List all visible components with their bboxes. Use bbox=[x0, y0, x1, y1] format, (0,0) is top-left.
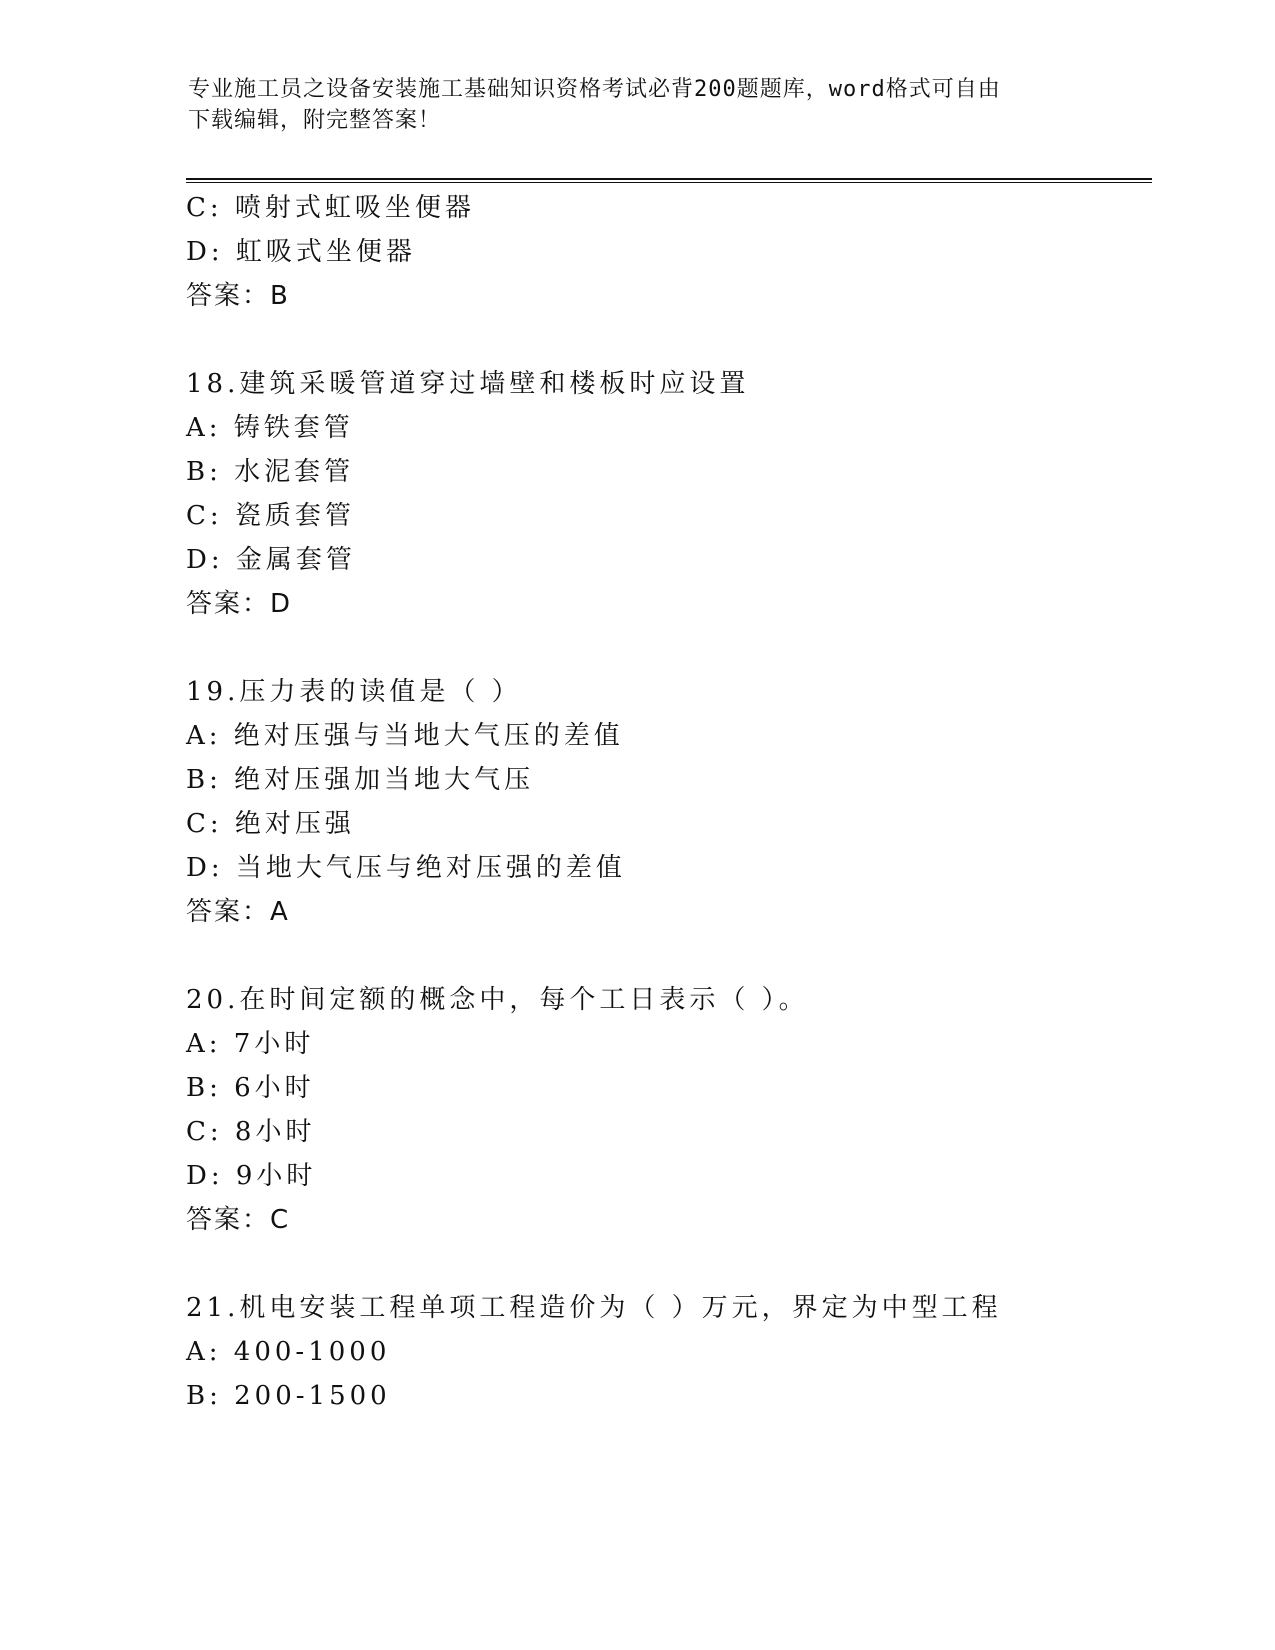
question-21: 21.机电安装工程单项工程造价为（ ）万元，界定为中型工程 bbox=[186, 1293, 1002, 1323]
answer-q17: 答案：B bbox=[186, 281, 290, 311]
option-a-q20: A: 7小时 bbox=[186, 1029, 315, 1059]
option-c-q20: C: 8小时 bbox=[186, 1117, 316, 1147]
option-b-q20: B: 6小时 bbox=[186, 1073, 315, 1103]
option-c-q18: C: 瓷质套管 bbox=[186, 501, 355, 531]
option-a-q19: A: 绝对压强与当地大气压的差值 bbox=[186, 721, 624, 751]
question-18: 18.建筑采暖管道穿过墙壁和楼板时应设置 bbox=[186, 369, 750, 399]
option-b-q21: B: 200-1500 bbox=[186, 1381, 391, 1411]
answer-q20: 答案：C bbox=[186, 1205, 291, 1235]
option-d-q17: D: 虹吸式坐便器 bbox=[186, 237, 416, 267]
option-a-q18: A: 铸铁套管 bbox=[186, 413, 354, 443]
option-c-q17: C: 喷射式虹吸坐便器 bbox=[186, 193, 475, 223]
header-divider-thick bbox=[186, 178, 1152, 180]
question-19: 19.压力表的读值是（ ） bbox=[186, 677, 522, 707]
answer-q18: 答案：D bbox=[186, 589, 293, 619]
option-d-q18: D: 金属套管 bbox=[186, 545, 356, 575]
option-d-q20: D: 9小时 bbox=[186, 1161, 317, 1191]
question-20: 20.在时间定额的概念中，每个工日表示（ ）。 bbox=[186, 985, 809, 1015]
answer-q19: 答案：A bbox=[186, 897, 290, 927]
option-d-q19: D: 当地大气压与绝对压强的差值 bbox=[186, 853, 626, 883]
document-header bbox=[188, 74, 1088, 136]
header-line-2: 下载编辑，附完整答案！ bbox=[188, 108, 442, 133]
header-line-1: 专业施工员之设备安装施工基础知识资格考试必背200题题库，word格式可自由 bbox=[188, 77, 1001, 102]
option-b-q18: B: 水泥套管 bbox=[186, 457, 355, 487]
option-a-q21: A: 400-1000 bbox=[186, 1337, 391, 1367]
header-divider-thin bbox=[186, 182, 1152, 183]
option-c-q19: C: 绝对压强 bbox=[186, 809, 355, 839]
option-b-q19: B: 绝对压强加当地大气压 bbox=[186, 765, 535, 795]
